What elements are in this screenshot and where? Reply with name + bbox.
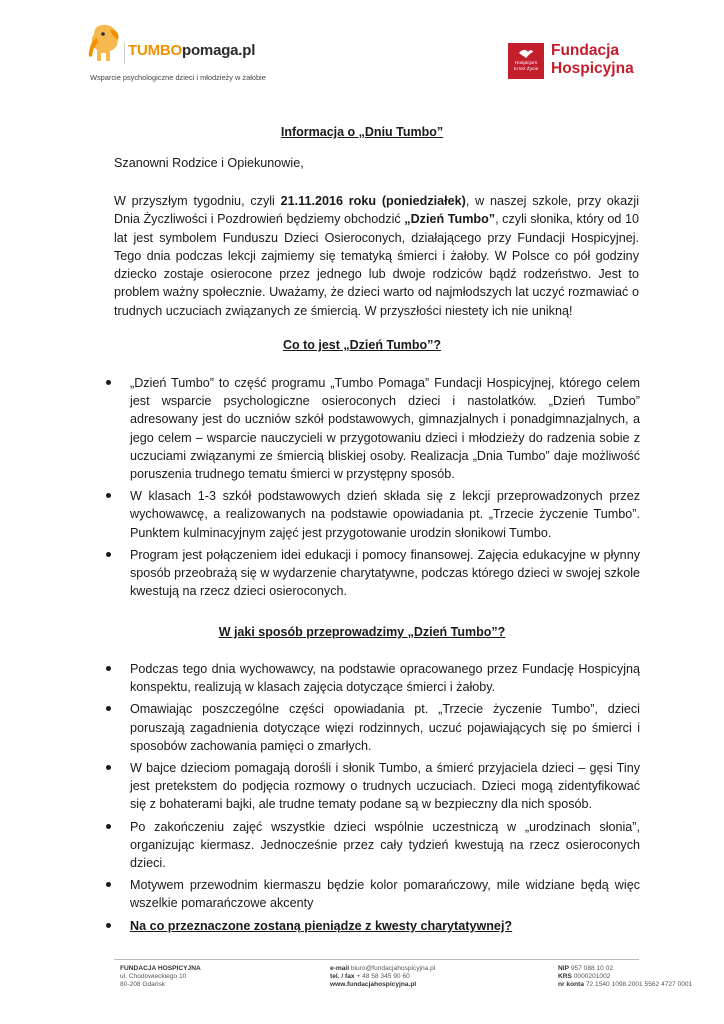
list-item-text: „Dzień Tumbo” to część programu „Tumbo Pomaga” Fundacji Hospicyjnej, którego celem jest wsparcie psychologiczne osieroconych dzieci i nastolatków. „Dzień Tumbo” adresowany jest do uczniów szkół podstawowych, gimnazjalnych i ponadgimnazjalnych, a jego celem – wsparcie nauczycieli w przygotowaniu dzieci i młodzieży do radzenia sobie z uczuciami związanymi ze śmiercią bliskiej osoby. Realizacja „Dnia Tumbo” daje możliwość poruszenia trudnego tematu śmierci w przystępny sposób. [130, 376, 640, 482]
bullet-icon [106, 380, 111, 385]
bullet-icon [106, 824, 111, 829]
footer-account-label: nr konta [558, 981, 585, 989]
intro-text-end: , czyli słonika, który od 10 lat jest symbolem Funduszu Dzieci Osieroconych, działającego przy Fundacji Hospicyjnej. Tego dnia podczas lekcji zajmiemy się tematyką śmierci i żałoby. W Polsce co pół godziny dziecko zostaje osierocone przez jednego lub dwoje rodziców bądź rodzeństwo. Jest to problem ważny społecznie. Uważamy, że dzieci warto od najmłodszych lat uczyć rozmawiać o trudnych uczuciach związanych ze śmiercią. W przyszłości niestety ich nie unikną! [114, 212, 639, 318]
footer-nip-label: NIP [558, 965, 569, 972]
elephant-icon [86, 24, 124, 68]
list-item-text: Program jest połączeniem idei edukacji i pomocy finansowej. Zajęcia edukacyjne w płynny sposób przeobrażą się w wydarzenie charytatywne, podczas którego dzieci w swojej szkole kwestują na rzecz dzieci osieroconych. [130, 547, 640, 599]
bullet-icon [106, 706, 111, 711]
footer-address [120, 965, 201, 990]
footer-street: ul. Chodowieckiego 10 [120, 973, 187, 981]
footer-krs-label: KRS [558, 973, 572, 981]
bullet-icon [106, 666, 111, 671]
bullet-icon [106, 882, 111, 887]
list-item-text: Podczas tego dnia wychowawcy, na podstawie opracowanego przez Fundację Hospicyjną konspektu, realizują w klasach zajęcia dotyczące śmierci i żałoby. [130, 662, 640, 695]
list-item [0, 876, 640, 912]
bullet-icon [106, 493, 111, 498]
footer-nip: 957 088 10 02 [570, 965, 614, 972]
footer-krs: 0000201002 [573, 973, 611, 981]
fundacja-badge [508, 43, 544, 79]
event-date: 21.11.2016 roku (poniedziałek) [280, 194, 466, 208]
tumbo-brand [128, 42, 255, 59]
footer-city: 80-208 Gdańsk [120, 981, 166, 989]
section2-heading: W jaki sposób przeprowadzimy „Dzień Tumbo”? [218, 625, 506, 639]
tumbo-brand-prefix: TUMBO [128, 42, 182, 59]
footer-contact [330, 965, 435, 990]
footer-tel-label: tel. / fax [330, 973, 355, 981]
bullet-icon [106, 552, 111, 557]
footer-registry [558, 965, 692, 990]
list-item [0, 487, 640, 542]
tumbo-logo [86, 20, 286, 86]
section2-list [0, 660, 640, 939]
footer-divider [114, 959, 639, 960]
footer-email-label: e-mail [330, 965, 350, 972]
fundacja-name-line2: Hospicyjna [551, 60, 634, 77]
list-item-text: Motywem przewodnim kiermaszu będzie kolor pomarańczowy, mile widziane będą więc wszelkie pomarańczowe akcenty [130, 878, 640, 911]
list-item [0, 917, 640, 935]
fundacja-logo [508, 43, 648, 83]
footer-tel: + 48 58 345 90 60 [356, 973, 410, 981]
list-item [0, 759, 640, 814]
fundacja-name [551, 42, 634, 78]
badge-line1: Hospicjum [514, 61, 538, 66]
document-title: Informacja o „Dniu Tumbo” [280, 125, 444, 139]
intro-paragraph [114, 192, 639, 320]
list-item [0, 818, 640, 873]
section3-question: Na co przeznaczone zostaną pieniądze z kwesty charytatywnej? [130, 918, 513, 933]
footer-www: www.fundacjahospicyjna.pl [330, 981, 417, 989]
intro-text-middle: , w naszej szkole, przy okazji Dnia Życzliwości i Pozdrowień będziemy obchodzić [114, 194, 639, 227]
bullet-icon [106, 923, 111, 928]
list-item-text: W klasach 1-3 szkół podstawowych dzień składa się z lekcji przeprowadzonych przez wychowawcę, a realizowanych na podstawie opowiadania pt. „Trzecie życzenie Tumbo”. Punktem kulminacyjnym zajęć jest przygotowanie urodzin słonikowi Tumbo. [130, 489, 640, 540]
list-item-text: Po zakończeniu zajęć wszystkie dzieci wspólnie uczestniczą w „urodzinach słonia”, organizując kiermasz. Jednocześnie przez cały tydzień kwestują na rzecz osieroconych dzieci. [130, 819, 640, 871]
tumbo-tagline: Wsparcie psychologiczne dzieci i młodzieży w żałobie [90, 73, 266, 82]
event-name: „Dzień Tumbo” [404, 212, 496, 227]
footer-org-name: FUNDACJA HOSPICYJNA [120, 965, 201, 972]
section1-list [0, 374, 640, 604]
list-item [0, 660, 640, 696]
list-item [0, 546, 640, 601]
tumbo-brand-suffix: pomaga.pl [182, 42, 256, 59]
section1-heading: Co to jest „Dzień Tumbo”? [282, 338, 442, 352]
bullet-icon [106, 765, 111, 770]
bird-icon [518, 47, 534, 59]
footer-account: 72 1540 1098 2001 5562 4727 0001 [585, 981, 693, 989]
intro-text-start: W przyszłym tygodniu, czyli [114, 194, 281, 208]
logo-separator [124, 42, 125, 64]
fundacja-name-line1: Fundacja [551, 42, 620, 59]
list-item-text: Omawiając poszczególne części opowiadania pt. „Trzecie życzenie Tumbo”, dzieci poruszają zagadnienia dotyczące więzi rodzinnych, uczuć pojawiających się po śmierci i sposobów zachowania pamięci o zmarłych. [130, 702, 640, 753]
list-item [0, 700, 640, 755]
greeting: Szanowni Rodzice i Opiekunowie, [114, 156, 304, 170]
list-item-text: W bajce dzieciom pomagają dorośli i słonik Tumbo, a śmierć przyjaciela dzieci – gęsi Tiny jest pretekstem do podjęcia rozmowy o trudnych uczuciach. Dzieci mogą zidentyfikować się z bohaterami bajki, ale trudne tematy podane są w bezpieczny dla nich sposób. [130, 761, 640, 812]
list-item [0, 374, 640, 483]
footer-email: biuro@fundacjahospicyjna.pl [350, 965, 436, 972]
badge-line2: to też Życie [513, 66, 539, 72]
